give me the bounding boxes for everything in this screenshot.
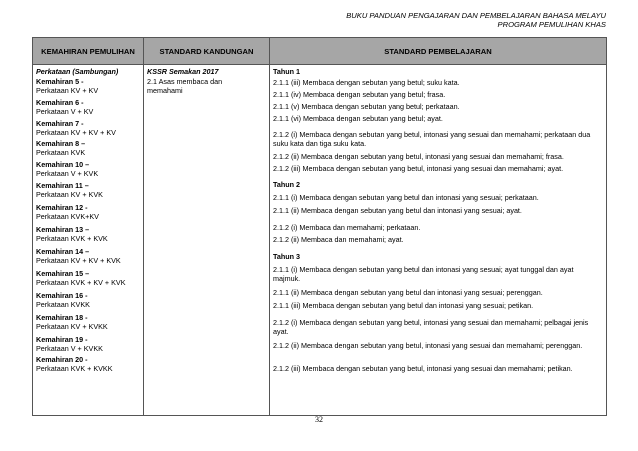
skill-value: Perkataan KVK+KV (36, 212, 99, 221)
skill-label: Kemahiran 11 – (36, 181, 89, 190)
skill-label: Kemahiran 7 - (36, 119, 84, 128)
skill-value: Perkataan V + KV (36, 107, 94, 116)
learning-standard-item: 2.1.2 (i) Membaca dengan sebutan yang betul, intonasi yang sesuai dan memahami; perkataan dua suku kata dan tiga suku kata. (273, 130, 591, 148)
skill-value: Perkataan KV + KV + KVK (36, 256, 121, 265)
content-standard-line: memahami (147, 86, 183, 95)
learning-standard-item: 2.1.2 (i) Membaca dan memahami; perkataan. (273, 223, 421, 232)
learning-standard-item: 2.1.1 (iv) Membaca dengan sebutan yang betul; frasa. (273, 90, 446, 99)
skill-value: Perkataan KV + KVK (36, 190, 103, 199)
skill-label: Kemahiran 18 - (36, 313, 88, 322)
learning-standard-item: 2.1.2 (ii) Membaca dengan sebutan yang betul, intonasi yang sesuai dan memahami; perenggan. (273, 341, 583, 350)
table-header-row (33, 38, 607, 65)
learning-standard-item: 2.1.2 (i) Membaca dengan sebutan yang betul, intonasi yang sesuai dan memahami; pelbagai jenis ayat. (273, 318, 589, 336)
learning-standard-item: 2.1.1 (v) Membaca dengan sebutan yang betul; perkataan. (273, 102, 460, 111)
page-number: 32 (315, 415, 323, 424)
learning-standard-item: 2.1.1 (ii) Membaca dengan sebutan yang betul dan intonasi yang sesuai; perenggan. (273, 288, 543, 297)
learning-standard-item: 2.1.1 (iii) Membaca dengan sebutan yang betul; suku kata. (273, 78, 460, 87)
skill-label: Kemahiran 6 - (36, 98, 84, 107)
column-header-standard-kandungan: STANDARD KANDUNGAN (144, 38, 270, 65)
skill-value: Perkataan KVKK (36, 300, 90, 309)
column-header-standard-pembelajaran: STANDARD PEMBELAJARAN (270, 38, 607, 65)
skill-value: Perkataan KV + KV + KV (36, 128, 116, 137)
learning-standard-item: 2.1.2 (ii) Membaca dengan sebutan yang betul, intonasi yang sesuai dan memahami; frasa. (273, 152, 564, 161)
skill-label: Kemahiran 12 - (36, 203, 88, 212)
table-row (33, 65, 607, 416)
skill-label: Kemahiran 5 - (36, 77, 84, 86)
cell-title: Perkataan (Sambungan) (36, 67, 119, 76)
skill-label: Kemahiran 13 – (36, 225, 90, 234)
skill-value: Perkataan KVK + KV + KVK (36, 278, 126, 287)
learning-standard-item: 2.1.1 (i) Membaca dengan sebutan yang betul dan intonasi yang sesuai; ayat tunggal dan ayat majmuk. (273, 265, 574, 283)
standard-pembelajaran-cell (270, 65, 607, 416)
cell-title: KSSR Semakan 2017 (147, 67, 219, 76)
learning-standard-item: 2.1.2 (ii) Membaca dan memahami; ayat. (273, 235, 404, 244)
document-header-subtitle: PROGRAM PEMULIHAN KHAS (497, 20, 606, 29)
standard-kandungan-cell (144, 65, 270, 416)
skill-label: Kemahiran 8 – (36, 139, 86, 148)
skill-value: Perkataan KVK + KVK (36, 234, 108, 243)
content-standard-line: 2.1 Asas membaca dan (147, 77, 223, 86)
learning-standard-item: 2.1.1 (ii) Membaca dengan sebutan yang betul dan intonasi yang sesuai; ayat. (273, 206, 522, 215)
year-heading: Tahun 1 (273, 67, 301, 76)
skill-value: Perkataan V + KVKK (36, 344, 103, 353)
learning-standard-item: 2.1.1 (i) Membaca dengan sebutan yang betul dan intonasi yang sesuai; perkataan. (273, 193, 539, 202)
skill-value: Perkataan V + KVK (36, 169, 99, 178)
skill-label: Kemahiran 19 - (36, 335, 88, 344)
skill-value: Perkataan KVK + KVKK (36, 364, 113, 373)
skill-label: Kemahiran 16 - (36, 291, 88, 300)
year-heading: Tahun 3 (273, 252, 301, 261)
kemahiran-cell (33, 65, 144, 416)
column-header-kemahiran: KEMAHIRAN PEMULIHAN (33, 38, 144, 65)
skill-value: Perkataan KVK (36, 148, 86, 157)
year-heading: Tahun 2 (273, 180, 301, 189)
learning-standard-item: 2.1.1 (iii) Membaca dengan sebutan yang betul dan intonasi yang sesuai; petikan. (273, 301, 534, 310)
skill-label: Kemahiran 15 – (36, 269, 90, 278)
learning-standard-item: 2.1.1 (vi) Membaca dengan sebutan yang betul; ayat. (273, 114, 443, 123)
skill-value: Perkataan KV + KV (36, 86, 99, 95)
document-header-title: BUKU PANDUAN PENGAJARAN DAN PEMBELAJARAN BAHASA MELAYU (346, 11, 606, 20)
learning-standard-item: 2.1.2 (iii) Membaca dengan sebutan yang betul, intonasi yang sesuai dan memahami; ayat. (273, 164, 564, 173)
skill-label: Kemahiran 14 – (36, 247, 90, 256)
skill-label: Kemahiran 10 – (36, 160, 90, 169)
learning-standard-item: 2.1.2 (iii) Membaca dengan sebutan yang betul, intonasi yang sesuai dan memahami; petikan. (273, 364, 573, 373)
skill-value: Perkataan KV + KVKK (36, 322, 108, 331)
skill-label: Kemahiran 20 - (36, 355, 88, 364)
curriculum-table (32, 37, 607, 416)
